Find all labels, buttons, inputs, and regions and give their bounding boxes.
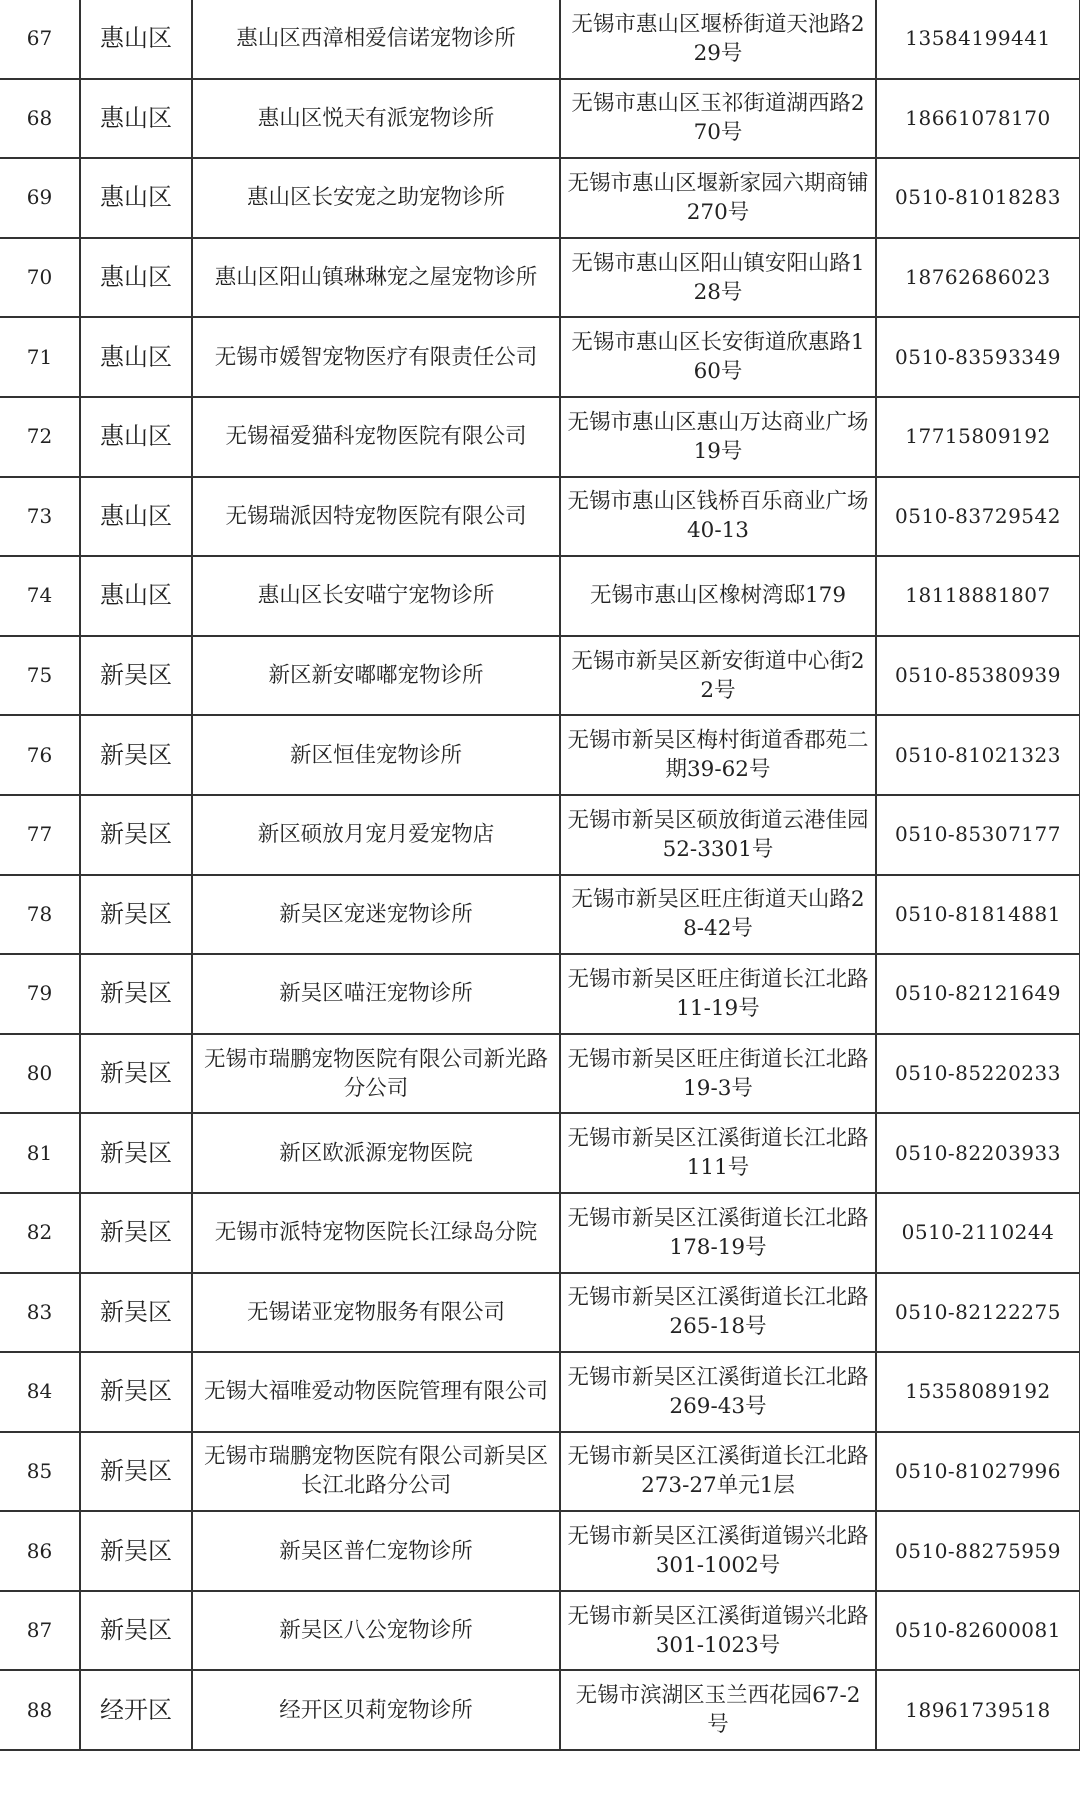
row-number: 70 [0, 238, 80, 318]
district-cell: 惠山区 [80, 158, 192, 238]
table-row [0, 715, 1080, 795]
address-cell: 无锡市惠山区长安街道欣惠路160号 [560, 317, 876, 397]
table-row [0, 1113, 1080, 1193]
row-number: 86 [0, 1511, 80, 1591]
table-row [0, 795, 1080, 875]
district-cell: 经开区 [80, 1670, 192, 1750]
clinic-name-cell: 新吴区宠迷宠物诊所 [192, 875, 560, 955]
phone-cell: 0510-2110244 [876, 1193, 1080, 1273]
address-cell: 无锡市新吴区新安街道中心街22号 [560, 636, 876, 716]
phone-cell: 0510-81018283 [876, 158, 1080, 238]
address-cell: 无锡市惠山区惠山万达商业广场19号 [560, 397, 876, 477]
phone-cell: 0510-83729542 [876, 477, 1080, 557]
row-number: 79 [0, 954, 80, 1034]
clinic-name-cell: 新区新安嘟嘟宠物诊所 [192, 636, 560, 716]
table-row [0, 1193, 1080, 1273]
phone-cell: 15358089192 [876, 1352, 1080, 1432]
clinic-name-cell: 惠山区西漳相爱信诺宠物诊所 [192, 0, 560, 79]
district-cell: 新吴区 [80, 954, 192, 1034]
district-cell: 新吴区 [80, 636, 192, 716]
address-cell: 无锡市滨湖区玉兰西花园67-2号 [560, 1670, 876, 1750]
address-cell: 无锡市惠山区橡树湾邸179 [560, 556, 876, 636]
row-number: 68 [0, 79, 80, 159]
address-cell: 无锡市新吴区江溪街道长江北路269-43号 [560, 1352, 876, 1432]
address-cell: 无锡市新吴区旺庄街道天山路28-42号 [560, 875, 876, 955]
address-cell: 无锡市惠山区堰桥街道天池路229号 [560, 0, 876, 79]
clinic-name-cell: 新吴区普仁宠物诊所 [192, 1511, 560, 1591]
row-number: 78 [0, 875, 80, 955]
clinic-name-cell: 无锡市瑞鹏宠物医院有限公司新吴区长江北路分公司 [192, 1432, 560, 1512]
clinic-name-cell: 惠山区阳山镇琳琳宠之屋宠物诊所 [192, 238, 560, 318]
row-number: 82 [0, 1193, 80, 1273]
phone-cell: 0510-82600081 [876, 1591, 1080, 1671]
address-cell: 无锡市新吴区江溪街道锡兴北路301-1023号 [560, 1591, 876, 1671]
district-cell: 新吴区 [80, 1034, 192, 1114]
district-cell: 惠山区 [80, 238, 192, 318]
clinic-name-cell: 新区欧派源宠物医院 [192, 1113, 560, 1193]
address-cell: 无锡市新吴区江溪街道长江北路265-18号 [560, 1273, 876, 1353]
phone-cell: 0510-81027996 [876, 1432, 1080, 1512]
table-row [0, 0, 1080, 79]
row-number: 72 [0, 397, 80, 477]
row-number: 81 [0, 1113, 80, 1193]
district-cell: 新吴区 [80, 875, 192, 955]
row-number: 71 [0, 317, 80, 397]
phone-cell: 18762686023 [876, 238, 1080, 318]
district-cell: 新吴区 [80, 1352, 192, 1432]
district-cell: 惠山区 [80, 397, 192, 477]
clinic-name-cell: 新区硕放月宠月爱宠物店 [192, 795, 560, 875]
row-number: 67 [0, 0, 80, 79]
address-cell: 无锡市新吴区江溪街道锡兴北路301-1002号 [560, 1511, 876, 1591]
row-number: 69 [0, 158, 80, 238]
row-number: 75 [0, 636, 80, 716]
table-row [0, 1591, 1080, 1671]
table-row [0, 1432, 1080, 1512]
district-cell: 惠山区 [80, 79, 192, 159]
row-number: 80 [0, 1034, 80, 1114]
district-cell: 新吴区 [80, 1273, 192, 1353]
phone-cell: 0510-81021323 [876, 715, 1080, 795]
table-row [0, 477, 1080, 557]
clinic-name-cell: 惠山区长安宠之助宠物诊所 [192, 158, 560, 238]
table-row [0, 238, 1080, 318]
phone-cell: 0510-85307177 [876, 795, 1080, 875]
district-cell: 新吴区 [80, 1113, 192, 1193]
row-number: 77 [0, 795, 80, 875]
address-cell: 无锡市新吴区江溪街道长江北路273-27单元1层 [560, 1432, 876, 1512]
phone-cell: 0510-85220233 [876, 1034, 1080, 1114]
district-cell: 新吴区 [80, 1432, 192, 1512]
district-cell: 惠山区 [80, 556, 192, 636]
table-row [0, 1352, 1080, 1432]
row-number: 88 [0, 1670, 80, 1750]
table-row [0, 1273, 1080, 1353]
phone-cell: 0510-81814881 [876, 875, 1080, 955]
table-row [0, 875, 1080, 955]
row-number: 76 [0, 715, 80, 795]
clinic-name-cell: 惠山区悦天有派宠物诊所 [192, 79, 560, 159]
clinic-name-cell: 无锡市媛智宠物医疗有限责任公司 [192, 317, 560, 397]
district-cell: 惠山区 [80, 477, 192, 557]
table-row [0, 158, 1080, 238]
address-cell: 无锡市新吴区江溪街道长江北路111号 [560, 1113, 876, 1193]
address-cell: 无锡市新吴区硕放街道云港佳园52-3301号 [560, 795, 876, 875]
table-row [0, 1034, 1080, 1114]
row-number: 83 [0, 1273, 80, 1353]
clinic-name-cell: 新吴区喵汪宠物诊所 [192, 954, 560, 1034]
district-cell: 惠山区 [80, 317, 192, 397]
clinic-name-cell: 无锡市派特宠物医院长江绿岛分院 [192, 1193, 560, 1273]
row-number: 73 [0, 477, 80, 557]
district-cell: 新吴区 [80, 795, 192, 875]
address-cell: 无锡市新吴区旺庄街道长江北路19-3号 [560, 1034, 876, 1114]
phone-cell: 18661078170 [876, 79, 1080, 159]
phone-cell: 17715809192 [876, 397, 1080, 477]
clinic-name-cell: 无锡大福唯爱动物医院管理有限公司 [192, 1352, 560, 1432]
row-number: 74 [0, 556, 80, 636]
row-number: 85 [0, 1432, 80, 1512]
table-row [0, 1511, 1080, 1591]
phone-cell: 0510-82203933 [876, 1113, 1080, 1193]
district-cell: 新吴区 [80, 1193, 192, 1273]
table-row [0, 79, 1080, 159]
district-cell: 新吴区 [80, 715, 192, 795]
table-row [0, 954, 1080, 1034]
clinic-name-cell: 无锡瑞派因特宠物医院有限公司 [192, 477, 560, 557]
district-cell: 新吴区 [80, 1591, 192, 1671]
table-row [0, 1670, 1080, 1750]
clinic-name-cell: 经开区贝莉宠物诊所 [192, 1670, 560, 1750]
clinic-name-cell: 惠山区长安喵宁宠物诊所 [192, 556, 560, 636]
row-number: 87 [0, 1591, 80, 1671]
phone-cell: 0510-85380939 [876, 636, 1080, 716]
table-row [0, 397, 1080, 477]
phone-cell: 0510-88275959 [876, 1511, 1080, 1591]
table-row [0, 636, 1080, 716]
address-cell: 无锡市新吴区旺庄街道长江北路11-19号 [560, 954, 876, 1034]
table-row [0, 317, 1080, 397]
phone-cell: 13584199441 [876, 0, 1080, 79]
phone-cell: 0510-82122275 [876, 1273, 1080, 1353]
clinic-name-cell: 无锡市瑞鹏宠物医院有限公司新光路分公司 [192, 1034, 560, 1114]
address-cell: 无锡市惠山区钱桥百乐商业广场40-13 [560, 477, 876, 557]
phone-cell: 18961739518 [876, 1670, 1080, 1750]
clinic-name-cell: 无锡诺亚宠物服务有限公司 [192, 1273, 560, 1353]
clinic-name-cell: 新区恒佳宠物诊所 [192, 715, 560, 795]
address-cell: 无锡市新吴区江溪街道长江北路178-19号 [560, 1193, 876, 1273]
phone-cell: 0510-82121649 [876, 954, 1080, 1034]
clinic-name-cell: 新吴区八公宠物诊所 [192, 1591, 560, 1671]
phone-cell: 18118881807 [876, 556, 1080, 636]
district-cell: 新吴区 [80, 1511, 192, 1591]
row-number: 84 [0, 1352, 80, 1432]
table-row [0, 556, 1080, 636]
address-cell: 无锡市惠山区玉祁街道湖西路270号 [560, 79, 876, 159]
district-cell: 惠山区 [80, 0, 192, 79]
address-cell: 无锡市惠山区阳山镇安阳山路128号 [560, 238, 876, 318]
address-cell: 无锡市惠山区堰新家园六期商铺270号 [560, 158, 876, 238]
clinic-name-cell: 无锡福爱猫科宠物医院有限公司 [192, 397, 560, 477]
phone-cell: 0510-83593349 [876, 317, 1080, 397]
address-cell: 无锡市新吴区梅村街道香郡苑二期39-62号 [560, 715, 876, 795]
